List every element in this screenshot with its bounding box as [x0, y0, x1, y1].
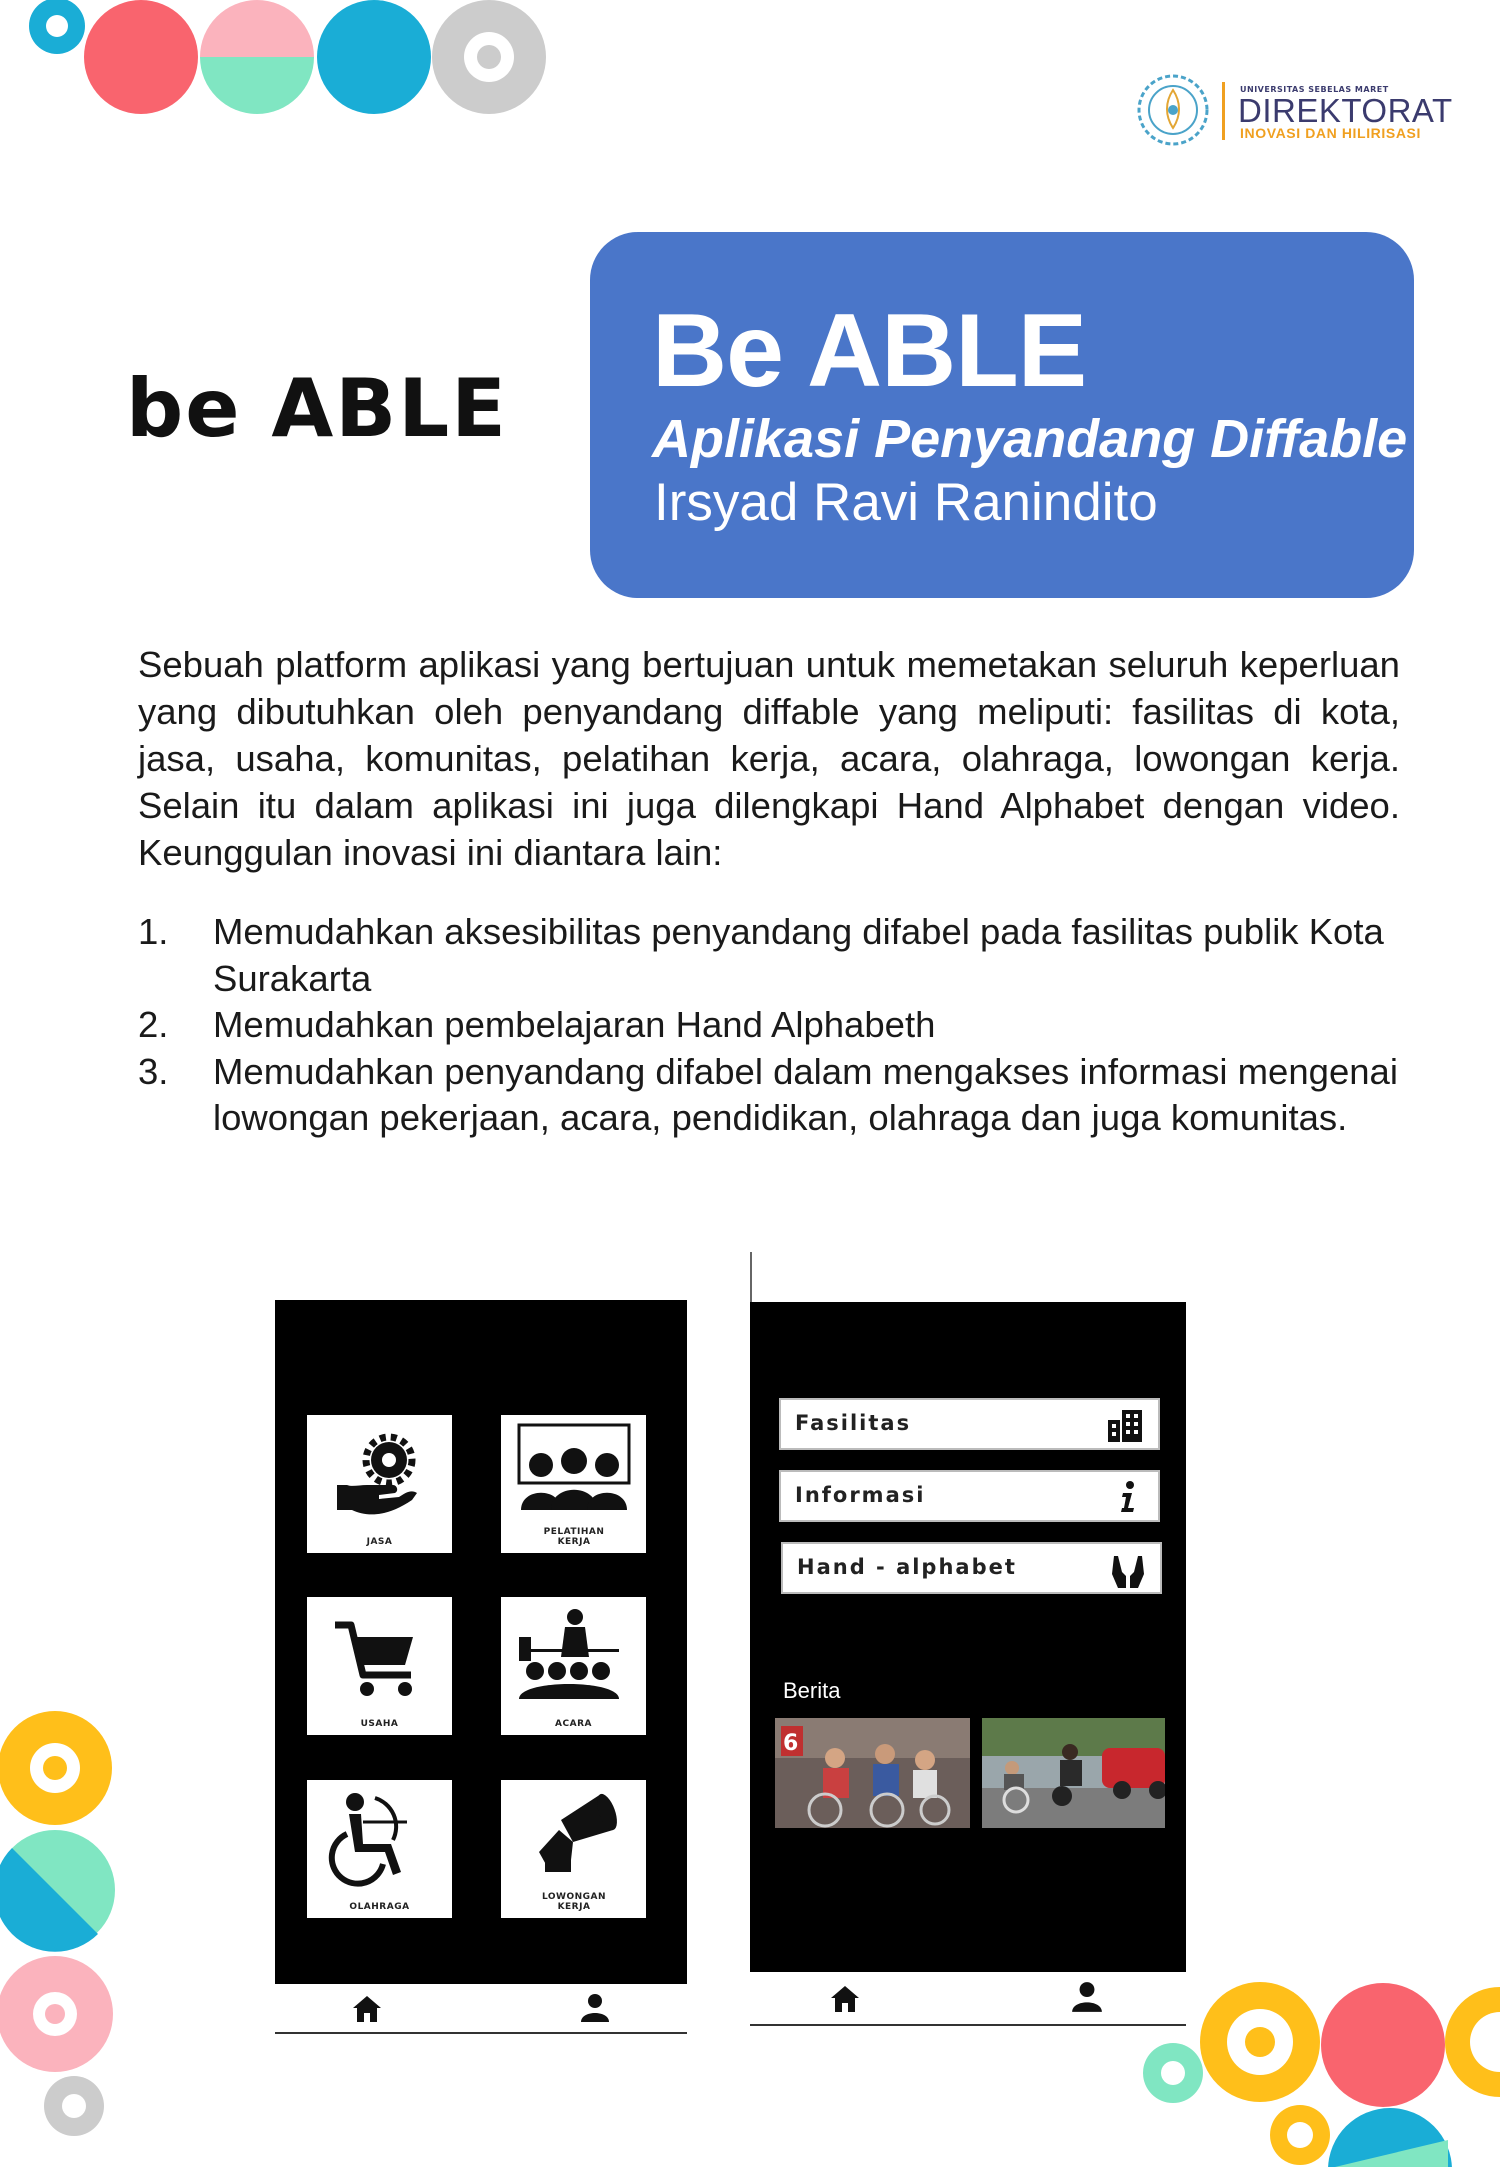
- tile-label: USAHA: [360, 1719, 399, 1729]
- phone-screen-menu: [275, 1300, 687, 1984]
- tile-label: ACARA: [555, 1719, 592, 1729]
- tile-lowongan-kerja[interactable]: [501, 1780, 646, 1918]
- home-icon[interactable]: [351, 1994, 383, 2024]
- list-number: 2.: [138, 1004, 169, 1045]
- menu-label: Hand - alphabet: [797, 1555, 1017, 1579]
- advantages-list: [138, 909, 1400, 1142]
- tile-label: LOWONGAN KERJA: [541, 1892, 607, 1912]
- event-audience-icon: [501, 1597, 646, 1735]
- tile-pelatihan-kerja[interactable]: [501, 1415, 646, 1553]
- description-paragraph: Sebuah platform aplikasi yang bertujuan untuk memetakan seluruh keperluan yang dibutuhkan oleh penyandang diffable yang meliputi: fasilitas di kota, jasa, usaha, komunitas, pelatihan kerja, acara, olahraga, lowongan kerja. Selain itu dalam aplikasi ini juga dilengkapi Hand Alphabet dengan video. Keunggulan inovasi ini diantara lain:: [138, 644, 1400, 873]
- profile-icon[interactable]: [579, 1992, 611, 2024]
- bottom-nav: [750, 1972, 1186, 2026]
- list-text: Memudahkan penyandang difabel dalam mengakses informasi mengenai lowongan pekerjaan, acara, pendidikan, olahraga dan juga komunitas.: [213, 1050, 1398, 1138]
- service-hand-gear-icon: [307, 1415, 452, 1553]
- home-icon[interactable]: [828, 1984, 862, 2014]
- tile-acara[interactable]: [501, 1597, 646, 1735]
- info-icon: [1108, 1478, 1146, 1516]
- tile-label: PELATIHAN KERJA: [543, 1527, 605, 1547]
- list-item: [138, 1049, 1400, 1142]
- phone-status-area: [750, 1252, 1188, 1302]
- news-heading: Berita: [783, 1678, 841, 1703]
- logo-divider: [1222, 82, 1225, 140]
- menu-informasi-button[interactable]: [779, 1470, 1160, 1522]
- university-name: UNIVERSITAS SEBELAS MARET: [1240, 85, 1389, 94]
- list-number: 3.: [138, 1050, 169, 1092]
- bottom-nav: [275, 1984, 687, 2034]
- tile-olahraga[interactable]: [307, 1780, 452, 1918]
- tile-jasa[interactable]: [307, 1415, 452, 1553]
- tile-label: JASA: [366, 1537, 393, 1547]
- list-item: [138, 1002, 1400, 1049]
- profile-icon[interactable]: [1070, 1980, 1104, 2014]
- university-seal-icon: [1135, 72, 1211, 148]
- decorative-circles-left: [0, 0, 130, 2167]
- wheelchair-archery-icon: [307, 1780, 452, 1918]
- news-image-wheelchair-basketball[interactable]: [775, 1718, 970, 1828]
- brand-logo: be ABLE: [126, 362, 508, 455]
- menu-fasilitas-button[interactable]: [779, 1398, 1160, 1450]
- list-item: [138, 909, 1400, 1002]
- building-icon: [1104, 1406, 1146, 1444]
- card-author: Irsyad Ravi Ranindito: [654, 473, 1158, 532]
- directorate-subtitle: INOVASI DAN HILIRISASI: [1240, 125, 1421, 141]
- list-text: Memudahkan aksesibilitas penyandang difabel pada fasilitas publik Kota Surakarta: [213, 911, 1384, 999]
- directorate-title: DIREKTORAT: [1238, 92, 1453, 129]
- menu-label: Informasi: [795, 1483, 926, 1507]
- shopping-cart-icon: [307, 1597, 452, 1735]
- hands-icon: [1108, 1550, 1148, 1590]
- card-title: Be ABLE: [652, 293, 1087, 409]
- menu-hand-alphabet-button[interactable]: [781, 1542, 1162, 1594]
- menu-label: Fasilitas: [795, 1411, 912, 1435]
- tile-usaha[interactable]: [307, 1597, 452, 1735]
- svg-text:6: 6: [783, 1731, 799, 1756]
- list-text: Memudahkan pembelajaran Hand Alphabeth: [213, 1004, 936, 1045]
- tile-label: OLAHRAGA: [349, 1902, 410, 1912]
- list-number: 1.: [138, 911, 169, 952]
- phone-screen-home: [750, 1302, 1186, 1972]
- news-image-street[interactable]: [982, 1718, 1165, 1828]
- card-subtitle: Aplikasi Penyandang Diffable: [652, 409, 1408, 469]
